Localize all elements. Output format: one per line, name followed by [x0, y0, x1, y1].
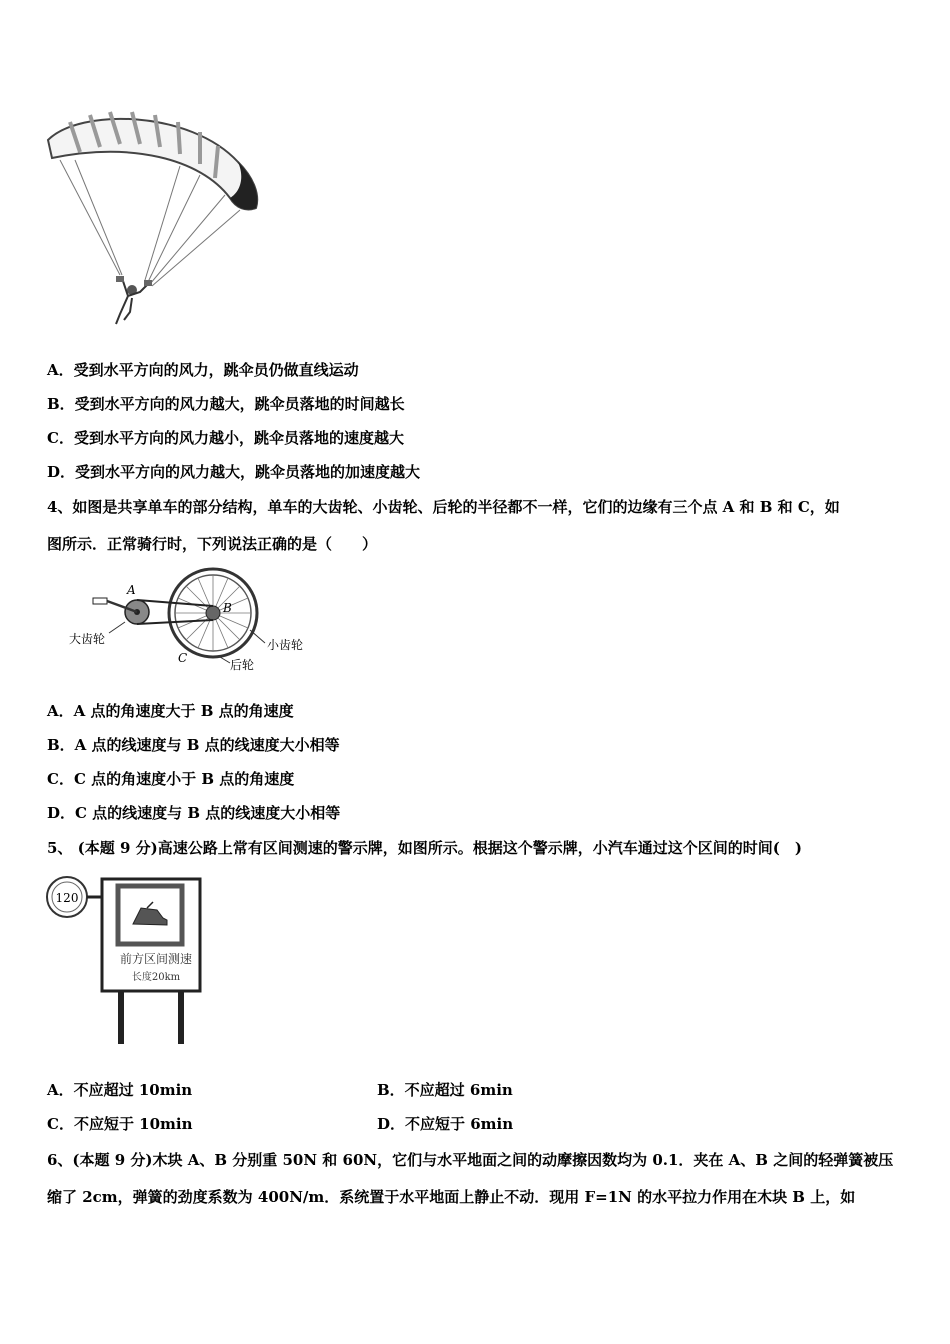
sign-text-1: 前方区间测速: [119, 952, 193, 966]
q4-option-d: D．C 点的线速度与 B 点的线速度大小相等: [47, 804, 341, 822]
q6-stem-line1: 6、(本题 9 分)木块 A、B 分别重 50N 和 60N，它们与水平地面之间的动摩擦因数均为 0.1．夹在 A、B 之间的轻弹簧被压: [47, 1151, 894, 1169]
q5-option-d: D．不应短于 6min: [377, 1115, 514, 1133]
q4-stem-line1: 4、如图是共享单车的部分结构，单车的大齿轮、小齿轮、后轮的半径都不一样，它们的边缘有三个点 A 和 B 和 C，如: [47, 498, 840, 516]
q5-option-b: B．不应超过 6min: [377, 1081, 513, 1099]
q5-stem: 5、 (本题 9 分)高速公路上常有区间测速的警示牌，如图所示。根据这个警示牌，小汽车通过这个区间的时间( ): [47, 839, 802, 857]
q3-option-c: C．受到水平方向的风力越小，跳伞员落地的速度越大: [47, 429, 404, 447]
label-big-gear: 大齿轮: [69, 632, 106, 646]
q4-option-c: C．C 点的角速度小于 B 点的角速度: [47, 770, 295, 788]
q5-option-c: C．不应短于 10min: [47, 1115, 193, 1133]
q3-option-d: D．受到水平方向的风力越大，跳伞员落地的加速度越大: [47, 463, 421, 481]
label-a: A: [127, 583, 136, 597]
q4-option-b: B．A 点的线速度与 B 点的线速度大小相等: [47, 736, 340, 754]
rear-wheel: [169, 569, 257, 657]
paraglider-figure: [40, 100, 270, 330]
q4-stem-line2: 图所示．正常骑行时，下列说法正确的是（ ）: [47, 535, 378, 553]
sign-text-2: 长度20km: [131, 972, 181, 983]
q5-option-a: A．不应超过 10min: [47, 1081, 193, 1099]
q4-option-a: A．A 点的角速度大于 B 点的角速度: [47, 702, 294, 720]
speed-check-sign-figure: [45, 872, 210, 1047]
label-c: C: [178, 651, 188, 665]
label-b: B: [223, 601, 232, 615]
q3-option-a: A．受到水平方向的风力，跳伞员仍做直线运动: [47, 361, 359, 379]
q3-option-b: B．受到水平方向的风力越大，跳伞员落地的时间越长: [47, 395, 405, 413]
q6-stem-line2: 缩了 2cm，弹簧的劲度系数为 400N/m．系统置于水平地面上静止不动．现用 F=1N 的水平拉力作用在木块 B 上，如: [47, 1188, 856, 1206]
speed-limit-text: 120: [55, 891, 79, 905]
label-rear-wheel: 后轮: [230, 658, 255, 672]
bicycle-gear-figure: [65, 565, 325, 680]
label-small-gear: 小齿轮: [267, 638, 304, 652]
